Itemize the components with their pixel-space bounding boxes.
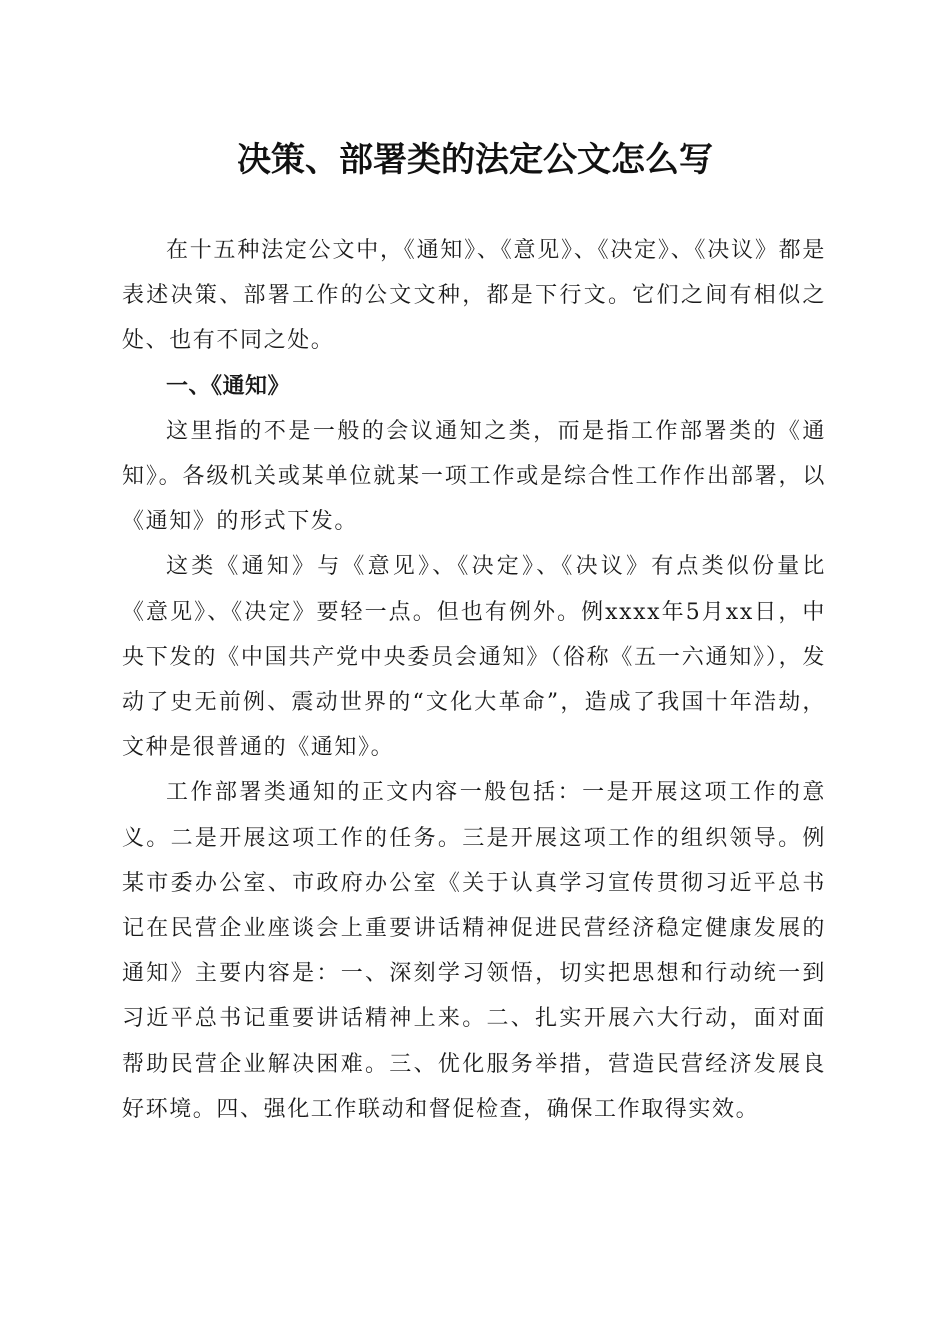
document-title: 决策、部署类的法定公文怎么写 (237, 140, 713, 180)
intro-paragraph: 在十五种法定公文中，《通知》、《意见》、《决定》、《决议》都是表述决策、部署工作的公文文种，都是下行文。它们之间有相似之处、也有不同之处。 (122, 238, 826, 354)
body-paragraph: 这里指的不是一般的会议通知之类，而是指工作部署类的《通知》。各级机关或某单位就某一项工作或是综合性工作作出部署，以《通知》的形式下发。 (122, 418, 826, 535)
section-heading-notice: 一、《通知》 (166, 373, 291, 399)
document-body (122, 228, 826, 1132)
body-paragraph: 工作部署类通知的正文内容一般包括：一是开展这项工作的意义。二是开展这项工作的任务。三是开展这项工作的组织领导。例某市委办公室、市政府办公室《关于认真学习宣传贯彻习近平总书记在民营企业座谈会上重要讲话精神促进民营经济稳定健康发展的通知》主要内容是：一、深刻学习领悟，切实把思想和行动统一到习近平总书记重要讲话精神上来。二、扎实开展六大行动，面对面帮助民营企业解决困难。三、优化服务举措，营造民营经济发展良好环境。四、强化工作联动和督促检查，确保工作取得实效。 (122, 780, 826, 1122)
body-paragraph: 这类《通知》与《意见》、《决定》、《决议》有点类似份量比《意见》、《决定》要轻一点。但也有例外。例xxxx年5月xx日，中央下发的《中国共产党中央委员会通知》（俗称《五一六通知》），发动了史无前例、震动世界的“文化大革命”，造成了我国十年浩劫，文种是很普通的《通知》。 (122, 554, 826, 761)
